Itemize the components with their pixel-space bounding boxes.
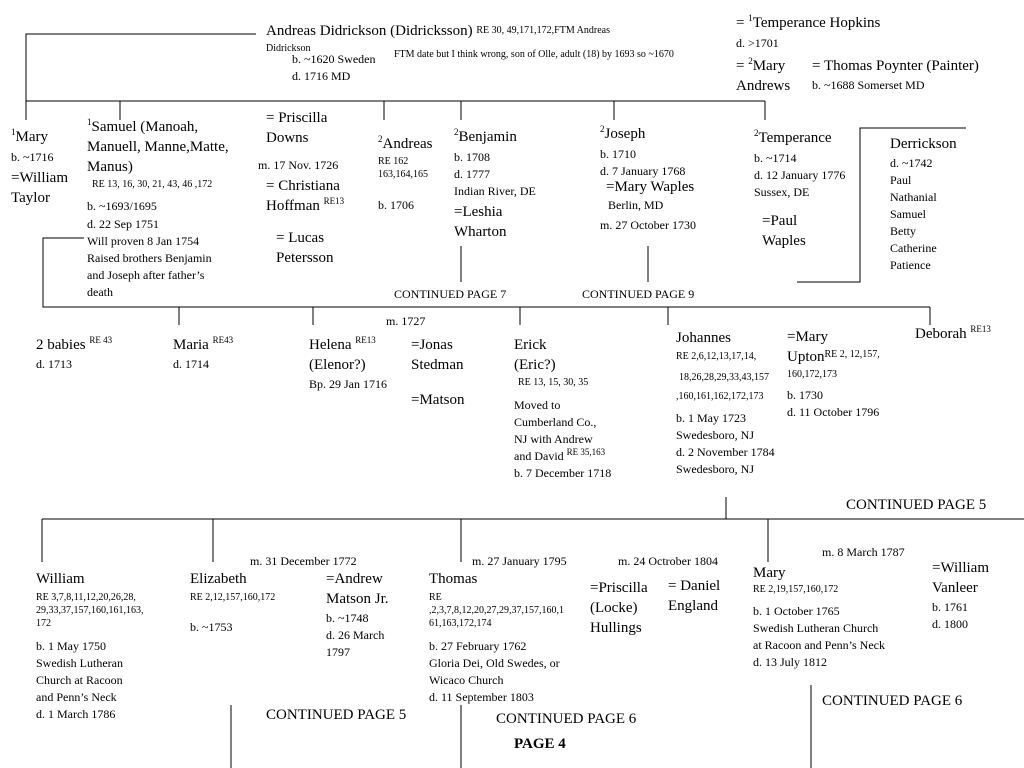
priscilla-maiden: (Locke) xyxy=(590,600,638,616)
johannes-birthplace: Swedesboro, NJ xyxy=(676,428,754,442)
andrew-matson-died-year: 1797 xyxy=(326,645,350,659)
top-bracket-line xyxy=(26,34,256,101)
continued-page-6-thomas: CONTINUED PAGE 6 xyxy=(496,711,637,727)
maria-name: Maria $^{RE43}$ xyxy=(173,335,234,353)
joseph-born: b. 1710 xyxy=(600,147,636,161)
erick-note-2: Cumberland Co., xyxy=(514,415,597,429)
mary-gen4-name: Mary xyxy=(753,565,786,581)
joseph-name: $^2$Joseph xyxy=(600,124,646,142)
elizabeth-born: b. ~1753 xyxy=(190,620,233,634)
spouse-priscilla-hullings: =Priscilla xyxy=(590,580,648,596)
spouse-mary-andrews: = $^2$Mary xyxy=(736,56,786,74)
samuel-refs: RE 13, 16, 30, 21, 43, 46 ,172 xyxy=(92,179,213,190)
thomas-place-2: Wicaco Church xyxy=(429,673,504,687)
spouse-lucas-petersson: = Lucas xyxy=(276,230,325,246)
samuel-note-1: Will proven 8 Jan 1754 xyxy=(87,234,200,248)
mary-gen4-died: d. 13 July 1812 xyxy=(753,655,828,669)
andreas-jr-name: $^2$Andreas xyxy=(378,134,433,152)
derrickson-child-3: Samuel xyxy=(890,207,926,221)
andreas-died: d. 1716 MD xyxy=(292,69,351,83)
william-place-1: Swedish Lutheran xyxy=(36,656,123,670)
andrew-matson-surname: Matson Jr. xyxy=(326,591,389,607)
thomas-place-1: Gloria Dei, Old Swedes, or xyxy=(429,656,560,670)
mary-gen4-place-1: Swedish Lutheran Church xyxy=(753,621,879,635)
derrickson-child-2: Nathanial xyxy=(890,190,937,204)
continued-page-6-mary: CONTINUED PAGE 6 xyxy=(822,693,963,709)
thomas-name: Thomas xyxy=(429,571,478,587)
joseph-place: Berlin, MD xyxy=(608,198,664,212)
joseph-died: d. 7 January 1768 xyxy=(600,164,686,178)
william-vanleer-born: b. 1761 xyxy=(932,600,968,614)
thomas-refs-3: 61,163,172,174 xyxy=(429,618,492,629)
joseph-spouse: =Mary Waples xyxy=(606,179,695,195)
erick-alias: (Eric?) xyxy=(514,357,556,373)
johannes-refs-2: 18,26,28,29,33,43,157 xyxy=(679,372,769,383)
andreas-jr-refs: RE 162 xyxy=(378,156,409,167)
andrew-matson-died: d. 26 March xyxy=(326,628,385,642)
marriage-1787: m. 8 March 1787 xyxy=(822,545,905,559)
mary-gen4-refs: RE 2,19,157,160,172 xyxy=(753,584,839,595)
thomas-born: b. 27 February 1762 xyxy=(429,639,527,653)
continued-page-5-top: CONTINUED PAGE 5 xyxy=(846,497,987,513)
marriage-1795: m. 27 January 1795 xyxy=(472,554,567,568)
temperance-born: b. ~1714 xyxy=(754,151,797,165)
erick-born: b. 7 December 1718 xyxy=(514,466,612,480)
mary-upton-died: d. 11 October 1796 xyxy=(787,405,880,419)
william-refs-2: 29,33,37,157,160,161,163, xyxy=(36,605,144,616)
mary-upton-refs-2: 160,172,173 xyxy=(787,369,837,380)
spouse-matson: =Matson xyxy=(411,392,465,408)
erick-note-1: Moved to xyxy=(514,398,561,412)
benjamin-born: b. 1708 xyxy=(454,150,490,164)
elizabeth-refs: RE 2,12,157,160,172 xyxy=(190,592,276,603)
johannes-deathplace: Swedesboro, NJ xyxy=(676,462,754,476)
erick-name: Erick xyxy=(514,337,547,353)
andrew-matson-born: b. ~1748 xyxy=(326,611,369,625)
mary-upton-born: b. 1730 xyxy=(787,388,823,402)
priscilla-downs-surname: Downs xyxy=(266,130,309,146)
continued-page-7: CONTINUED PAGE 7 xyxy=(394,287,507,301)
temperance-place: Sussex, DE xyxy=(754,185,810,199)
andreas-didrickson-name: Andreas Didrickson (Didricksson) RE 30, 49,171,172,FTM Andreas xyxy=(266,23,610,39)
mary-andrews-surname: Andrews xyxy=(736,78,791,94)
benjamin-name: $^2$Benjamin xyxy=(454,127,517,145)
benjamin-spouse-surname: Wharton xyxy=(454,224,507,240)
william-refs-3: 172 xyxy=(36,618,51,629)
samuel-note-4: death xyxy=(87,285,113,299)
samuel-name: $^1$Samuel (Manoah, xyxy=(87,117,199,135)
spouse-andrew-matson: =Andrew xyxy=(326,571,383,587)
temperance-spouse-surname: Waples xyxy=(762,233,806,249)
priscilla-surname: Hullings xyxy=(590,620,642,636)
william-born: b. 1 May 1750 xyxy=(36,639,106,653)
lucas-petersson-surname: Petersson xyxy=(276,250,334,266)
marriage-1772: m. 31 December 1772 xyxy=(250,554,357,568)
temperance-hopkins-died: d. >1701 xyxy=(736,36,779,50)
derrickson-name: Derrickson xyxy=(890,136,957,152)
daniel-england-surname: England xyxy=(668,598,718,614)
derrickson-died: d. ~1742 xyxy=(890,156,933,170)
spouse-william-vanleer: =William xyxy=(932,560,990,576)
two-babies-died: d. 1713 xyxy=(36,357,72,371)
mary-gen4-place-2: at Racoon and Penn’s Neck xyxy=(753,638,885,652)
thomas-died: d. 11 September 1803 xyxy=(429,690,534,704)
deborah-name: Deborah $^{RE13}$ xyxy=(915,324,991,342)
william-name: William xyxy=(36,571,85,587)
christiana-hoffman-surname: Hoffman $^{RE13}$ xyxy=(266,196,345,214)
mary-upton-surname: Upton$^{RE 2, 12,157,}$ xyxy=(787,349,880,365)
two-babies: 2 babies $^{RE 43}$ xyxy=(36,335,113,353)
mary-spouse: =William xyxy=(11,170,69,186)
spouse-christiana-hoffman: = Christiana xyxy=(266,178,340,194)
andreas-jr-born: b. 1706 xyxy=(378,198,414,212)
johannes-refs-1: RE 2,6,12,13,17,14, xyxy=(676,351,757,362)
benjamin-died: d. 1777 xyxy=(454,167,490,181)
helena-baptism: Bp. 29 Jan 1716 xyxy=(309,377,387,391)
andreas-refs-line2: Didrickson xyxy=(266,43,311,54)
william-vanleer-died: d. 1800 xyxy=(932,617,968,631)
derrickson-child-1: Paul xyxy=(890,173,912,187)
johannes-name: Johannes xyxy=(676,330,731,346)
samuel-born: b. ~1693/1695 xyxy=(87,199,157,213)
spouse-priscilla-downs: = Priscilla xyxy=(266,110,328,126)
andreas-ftm-note: FTM date but I think wrong, son of Olle, adult (18) by 1693 so ~1670 xyxy=(394,49,674,60)
johannes-born: b. 1 May 1723 xyxy=(676,411,746,425)
andreas-born: b. ~1620 Sweden xyxy=(292,52,376,66)
samuel-note-3: and Joseph after father’s xyxy=(87,268,205,282)
benjamin-place: Indian River, DE xyxy=(454,184,536,198)
thomas-refs-1: RE xyxy=(429,592,442,603)
mary-gen4-born: b. 1 October 1765 xyxy=(753,604,840,618)
samuel-note-2: Raised brothers Benjamin xyxy=(87,251,212,265)
helena-alias: (Elenor?) xyxy=(309,357,366,373)
helena-name: Helena $^{RE13}$ xyxy=(309,335,376,353)
thomas-poynter-born: b. ~1688 Somerset MD xyxy=(812,78,925,92)
johannes-died: d. 2 November 1784 xyxy=(676,445,775,459)
temperance-died: d. 12 January 1776 xyxy=(754,168,846,182)
spouse-daniel-england: = Daniel xyxy=(668,578,721,594)
spouse-jonas-stedman: =Jonas xyxy=(411,337,453,353)
johannes-refs-3: ,160,161,162,172,173 xyxy=(676,391,764,402)
jonas-stedman-surname: Stedman xyxy=(411,357,464,373)
samuel-died: d. 22 Sep 1751 xyxy=(87,217,159,231)
william-vanleer-surname: Vanleer xyxy=(932,580,978,596)
marriage-1804: m. 24 Octrober 1804 xyxy=(618,554,718,568)
spouse-temperance-hopkins: = $^1$Temperance Hopkins xyxy=(736,13,881,31)
joseph-marriage: m. 27 October 1730 xyxy=(600,218,696,232)
erick-note-3: NJ with Andrew xyxy=(514,432,593,446)
page-number: PAGE 4 xyxy=(514,736,566,752)
maria-died: d. 1714 xyxy=(173,357,209,371)
mary-name: $^1$Mary xyxy=(11,127,48,145)
william-place-3: and Penn’s Neck xyxy=(36,690,117,704)
samuel-name-line3: Manus) xyxy=(87,159,133,175)
elizabeth-name: Elizabeth xyxy=(190,571,247,587)
marriage-1727: m. 1727 xyxy=(386,314,426,328)
benjamin-spouse: =Leshia xyxy=(454,204,503,220)
marriage-1726: m. 17 Nov. 1726 xyxy=(258,158,339,172)
thomas-refs-2: ,2,3,7,8,12,20,27,29,37,157,160,1 xyxy=(429,605,564,616)
erick-note-4: and David $^{RE 35,163}$ xyxy=(514,447,606,463)
continued-page-9: CONTINUED PAGE 9 xyxy=(582,287,695,301)
spouse-thomas-poynter: = Thomas Poynter (Painter) xyxy=(812,58,979,74)
erick-refs: RE 13, 15, 30, 35 xyxy=(518,377,589,388)
mary-spouse-surname: Taylor xyxy=(11,190,50,206)
derrickson-child-4: Betty xyxy=(890,224,916,238)
andreas-jr-refs-2: 163,164,165 xyxy=(378,169,428,180)
temperance-name: $^2$Temperance xyxy=(754,128,832,146)
continued-page-5-bottom: CONTINUED PAGE 5 xyxy=(266,707,407,723)
derrickson-child-6: Patience xyxy=(890,258,931,272)
william-refs-1: RE 3,7,8,11,12,20,26,28, xyxy=(36,592,136,603)
temperance-spouse: =Paul xyxy=(762,213,798,229)
mary-born: b. ~1716 xyxy=(11,150,54,164)
samuel-name-line2: Manuell, Manne,Matte, xyxy=(87,139,229,155)
derrickson-child-5: Catherine xyxy=(890,241,937,255)
william-place-2: Church at Racoon xyxy=(36,673,123,687)
spouse-mary-upton: =Mary xyxy=(787,329,828,345)
william-died: d. 1 March 1786 xyxy=(36,707,116,721)
